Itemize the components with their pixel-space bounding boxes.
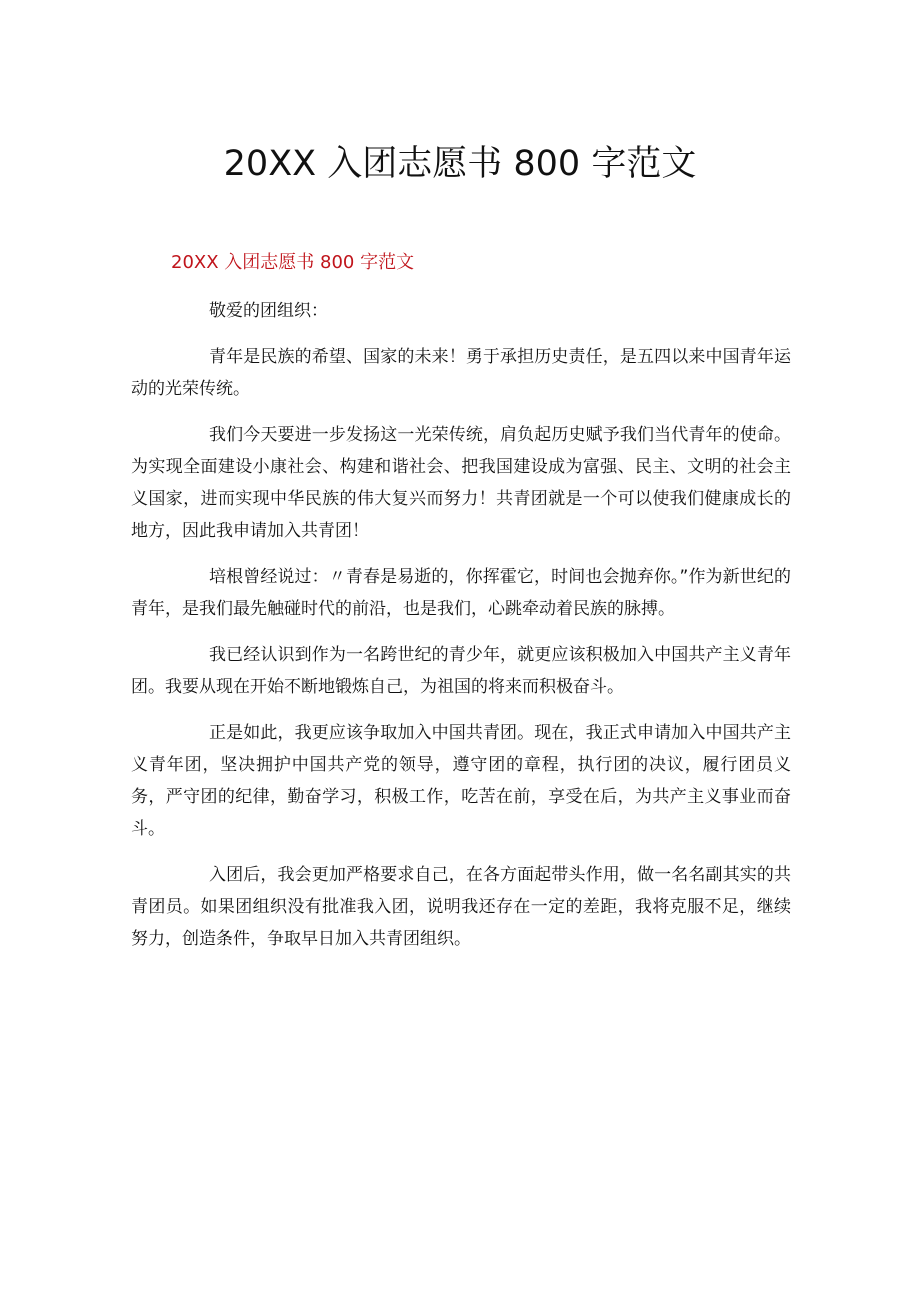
- paragraph-3: 培根曾经说过：〃青春是易逝的，你挥霍它，时间也会抛弃你。”作为新世纪的青年，是我们最先触碰时代的前沿，也是我们，心跳牵动着民族的脉搏。: [131, 567, 791, 619]
- salutation: 敬爱的团组织：: [209, 301, 328, 321]
- paragraph-2: 我们今天要进一步发扬这一光荣传统，肩负起历史赋予我们当代青年的使命。为实现全面建设小康社会、构建和谐社会、把我国建设成为富强、民主、文明的社会主义国家，进而实现中华民族的伟大复兴而努力！共青团就是一个可以使我们健康成长的地方，因此我申请加入共青团！: [131, 425, 791, 541]
- document-subtitle: 20XX 入团志愿书 800 字范文: [171, 252, 415, 273]
- paragraph-6: 入团后，我会更加严格要求自己，在各方面起带头作用，做一名名副其实的共青团员。如果团组织没有批准我入团，说明我还存在一定的差距，我将克服不足，继续努力，创造条件，争取早日加入共青团组织。: [131, 865, 791, 949]
- paragraph-5: 正是如此，我更应该争取加入中国共青团。现在，我正式申请加入中国共产主义青年团，坚决拥护中国共产党的领导，遵守团的章程，执行团的决议，履行团员义务，严守团的纪律，勤奋学习，积极工作，吃苦在前，享受在后，为共产主义事业而奋斗。: [131, 723, 791, 839]
- paragraph-1: 青年是民族的希望、国家的未来！勇于承担历史责任，是五四以来中国青年运动的光荣传统。: [131, 347, 791, 399]
- paragraph-4: 我已经认识到作为一名跨世纪的青少年，就更应该积极加入中国共产主义青年团。我要从现在开始不断地锻炼自己，为祖国的将来而积极奋斗。: [131, 645, 791, 697]
- document-body: [131, 295, 791, 955]
- document-title: 20XX 入团志愿书 800 字范文: [223, 144, 697, 184]
